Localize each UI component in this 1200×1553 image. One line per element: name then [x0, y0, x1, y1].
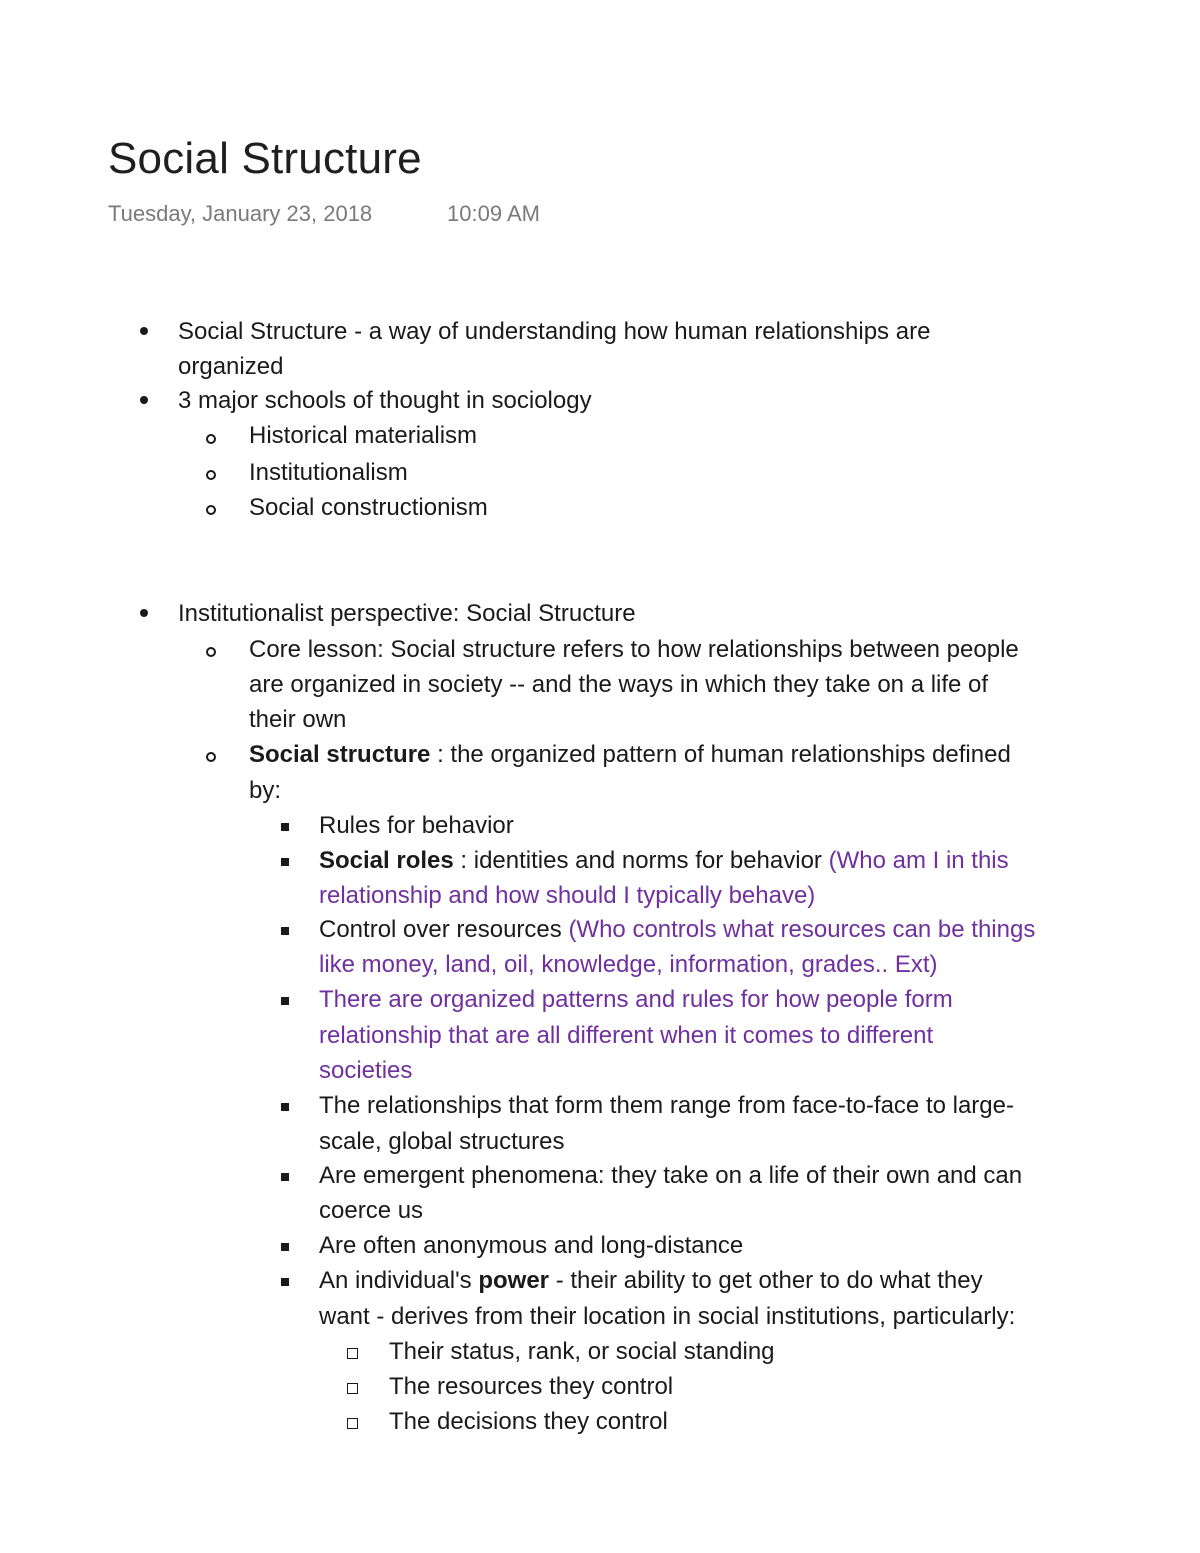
point-item-continued: scale, global structures: [319, 1128, 565, 1155]
circle-bullet-icon: [206, 434, 216, 444]
bullet-icon: [140, 327, 148, 335]
note-date: Tuesday, January 23, 2018: [108, 201, 373, 226]
sub-point-item: The resources they control: [389, 1373, 674, 1400]
sub-list-item: Social constructionism: [249, 494, 488, 521]
list-item-continued: organized: [178, 353, 284, 380]
square-bullet-icon: [281, 1173, 289, 1181]
sub-list-item-continued: are organized in society -- and the ways in which they take on a life of: [249, 671, 989, 698]
circle-bullet-icon: [206, 647, 216, 657]
list-item: Institutionalist perspective: Social Structure: [178, 600, 636, 627]
sub-point-item: Their status, rank, or social standing: [389, 1338, 775, 1365]
point-item-continued: like money, land, oil, knowledge, information, grades.. Ext): [319, 951, 938, 978]
sub-point-item: The decisions they control: [389, 1408, 668, 1435]
note-meta: [108, 199, 540, 229]
square-bullet-icon: [281, 1103, 289, 1111]
term-social-roles: Social roles: [319, 847, 454, 874]
sub-list-item: Institutionalism: [249, 459, 408, 486]
point-item: Control over resources (Who controls what resources can be things: [319, 916, 1036, 943]
list-item: Social Structure - a way of understanding how human relationships are: [178, 318, 931, 345]
point-item: Are emergent phenomena: they take on a life of their own and can: [319, 1162, 1023, 1189]
point-item: Rules for behavior: [319, 812, 514, 839]
box-bullet-icon: [347, 1383, 358, 1394]
term-power: power: [478, 1267, 550, 1294]
sub-list-item-continued: their own: [249, 706, 347, 733]
box-bullet-icon: [347, 1348, 358, 1359]
point-item: An individual's power - their ability to get other to do what they: [319, 1267, 983, 1294]
list-item: 3 major schools of thought in sociology: [178, 387, 592, 414]
page-title: Social Structure: [108, 134, 422, 183]
bullet-icon: [140, 396, 148, 404]
sub-list-item: Historical materialism: [249, 422, 478, 449]
note-time: 10:09 AM: [447, 201, 540, 226]
point-item-continued: societies: [319, 1057, 413, 1084]
point-item: Are often anonymous and long-distance: [319, 1232, 744, 1259]
square-bullet-icon: [281, 858, 289, 866]
point-item: The relationships that form them range from face-to-face to large-: [319, 1092, 1014, 1119]
bullet-icon: [140, 609, 148, 617]
circle-bullet-icon: [206, 752, 216, 762]
square-bullet-icon: [281, 927, 289, 935]
sub-list-item-continued: by:: [249, 777, 282, 804]
point-item-continued: coerce us: [319, 1197, 424, 1224]
circle-bullet-icon: [206, 505, 216, 515]
square-bullet-icon: [281, 997, 289, 1005]
sub-list-item: Social structure : the organized pattern of human relationships defined: [249, 741, 1011, 768]
point-item-continued: want - derives from their location in social institutions, particularly:: [319, 1303, 1016, 1330]
circle-bullet-icon: [206, 470, 216, 480]
square-bullet-icon: [281, 823, 289, 831]
point-item: Social roles : identities and norms for behavior (Who am I in this: [319, 847, 1009, 874]
square-bullet-icon: [281, 1243, 289, 1251]
point-item: There are organized patterns and rules for how people form: [319, 986, 953, 1013]
point-item-continued: relationship that are all different when it comes to different: [319, 1022, 934, 1049]
term-social-structure: Social structure: [249, 741, 431, 768]
box-bullet-icon: [347, 1418, 358, 1429]
point-item-continued: relationship and how should I typically behave): [319, 882, 816, 909]
sub-list-item: Core lesson: Social structure refers to how relationships between people: [249, 636, 1019, 663]
square-bullet-icon: [281, 1278, 289, 1286]
